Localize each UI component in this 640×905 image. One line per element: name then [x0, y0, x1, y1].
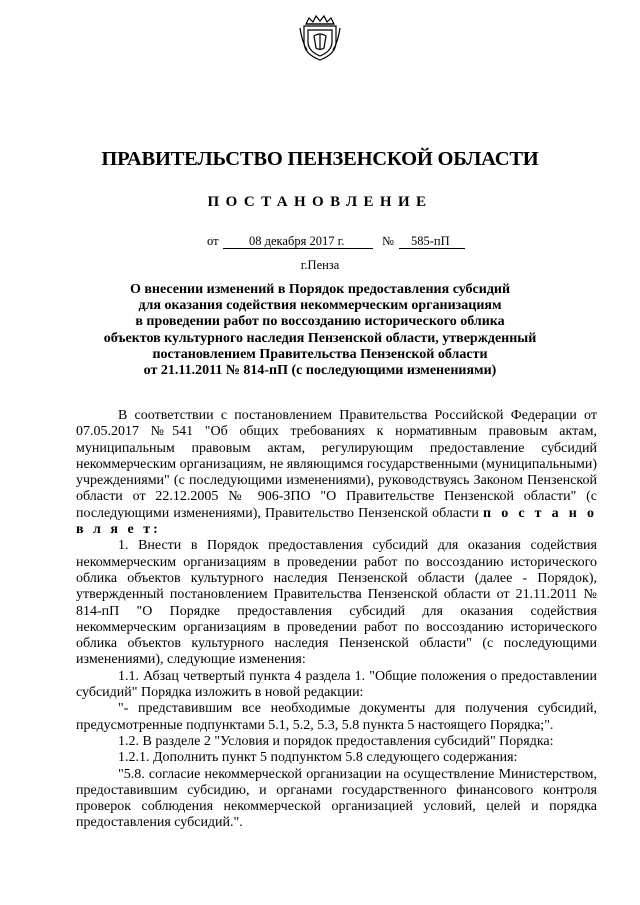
- coat-of-arms-emblem: [299, 14, 341, 62]
- document-title: [100, 282, 540, 379]
- title-line: объектов культурного наследия Пензенской области, утвержденный: [103, 330, 537, 346]
- document-body: [76, 408, 597, 832]
- resolves-word: п о с т а н о в л я е т:: [76, 505, 597, 538]
- paragraph-1-2: 1.2. В разделе 2 "Условия и порядок предоставления субсидий" Порядка:: [118, 733, 554, 749]
- government-name: ПРАВИТЕЛЬСТВО ПЕНЗЕНСКОЙ ОБЛАСТИ: [101, 148, 539, 170]
- preamble-text: В соответствии с постановлением Правительства Российской Федерации от 07.05.2017 №541 "Об общих требованиях к нормативным правовым актам, муниципальным правовым актам, регулирующим предоставление субсидий некоммерческим организациям, не являющимся государственными (муниципальными) учреждениями" (с последующими изменениями), руководствуясь Законом Пензенской области от 22.12.2005 № 906-ЗПО "О Правительстве Пензенской области" (с последующими изменениями), Правительство Пензенской области: [76, 408, 597, 521]
- title-line: от 21.11.2011 № 814-пП (с последующими изменениями): [143, 363, 497, 379]
- document-type: ПОСТАНОВЛЕНИЕ: [207, 194, 433, 210]
- date-prefix: от: [207, 234, 219, 248]
- paragraph-5-8: "5.8. согласие некоммерческой организации на осуществление Министерством, предоставившим субсидию, и органами государственного финансового контроля проверок соблюдения некоммерческой организацией условий, целей и порядка предоставления субсидий.".: [76, 766, 597, 831]
- paragraph-1-1-quote: "- представившим все необходимые документы для получения субсидий, предусмотренные подпунктами 5.1, 5.2, 5.3, 5.8 пункта 5 настоящего Порядка;".: [76, 701, 597, 733]
- document-number: 585-пП: [411, 234, 450, 248]
- paragraph-1-2-1: 1.2.1. Дополнить пункт 5 подпунктом 5.8 следующего содержания:: [118, 750, 518, 766]
- title-line: в проведении работ по воссозданию исторического облика: [135, 314, 505, 330]
- title-line: для оказания содействия некоммерческим организациям: [138, 298, 502, 314]
- paragraph-1: 1. Внести в Порядок предоставления субсидий для оказания содействия некоммерческим организациям в проведении работ по воссозданию исторического облика объектов культурного наследия Пензенской области (далее - Порядок), утвержденный постановлением Правительства Пензенской области от 21.11.2011 № 814-пП "О Порядке предоставления субсидий для оказания содействия некоммерческим организациям в проведении работ по воссозданию исторического облика объектов культурного наследия Пензенской области" (с последующими изменениями), следующие изменения:: [76, 538, 597, 668]
- date-number-line: [207, 234, 467, 250]
- paragraph-1-1: 1.1. Абзац четвертый пункта 4 раздела 1. "Общие положения о предоставлении субсидий" Порядка изложить в новой редакции:: [76, 668, 597, 701]
- title-line: постановлением Правительства Пензенской области: [152, 346, 488, 362]
- title-line: О внесении изменений в Порядок предоставления субсидий: [129, 282, 511, 297]
- document-date: 08 декабря 2017 г.: [249, 234, 345, 248]
- preamble-paragraph: [76, 408, 597, 538]
- city: г.Пенза: [300, 258, 340, 272]
- number-sign: №: [382, 234, 394, 248]
